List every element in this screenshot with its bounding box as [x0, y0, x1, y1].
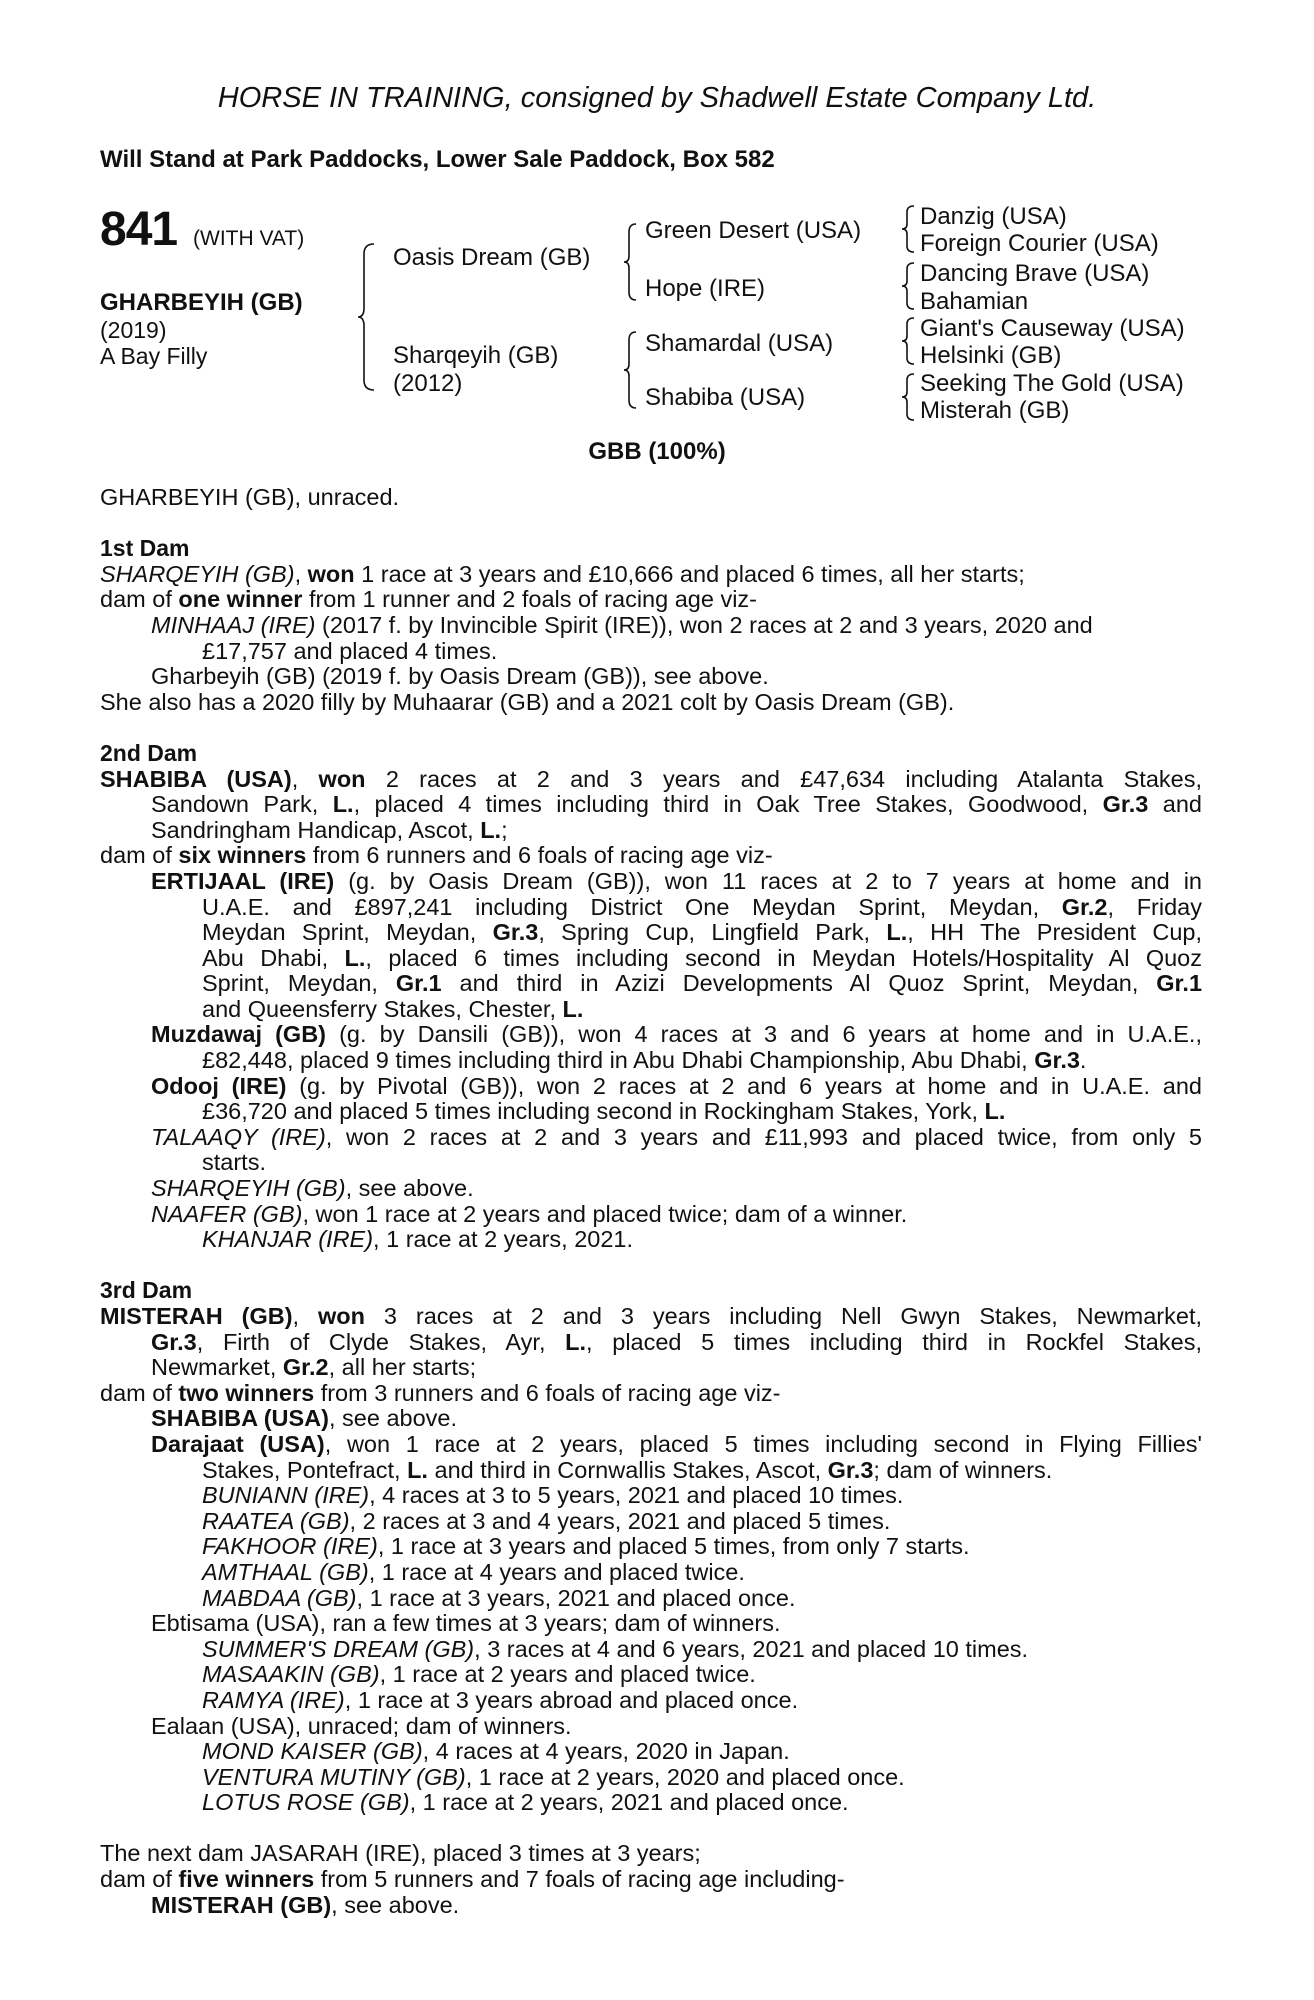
lot-number: 841	[100, 203, 178, 256]
breeding-percentage: GBB (100%)	[588, 438, 726, 465]
third-dam-produce-summary: dam of two winners from 3 runners and 6 foals of racing age viz-	[100, 1379, 781, 1406]
pedigree-bracket-sire	[622, 222, 638, 302]
fakhoor-line: FAKHOOR (IRE), 1 race at 3 years and placed 5 times, from only 7 starts.	[202, 1533, 970, 1560]
second-dam-line-1: SHABIBA (USA), won 2 races at 2 and 3 years and £47,634 including Atalanta Stakes,	[100, 765, 1202, 792]
ebtisama-line: Ebtisama (USA), ran a few times at 3 years; dam of winners.	[151, 1610, 781, 1637]
horse-name: GHARBEYIH (GB)	[100, 289, 303, 316]
vat-note: (WITH VAT)	[193, 227, 305, 250]
third-dam-line-1: MISTERAH (GB), won 3 races at 2 and 3 years including Nell Gwyn Stakes, Newmarket,	[100, 1303, 1202, 1329]
talaaqy-line-2: starts.	[202, 1149, 266, 1176]
buniann-line: BUNIANN (IRE), 4 races at 3 to 5 years, 2021 and placed 10 times.	[202, 1482, 904, 1509]
odooj-line-1: Odooj (IRE) (g. by Pivotal (GB)), won 2 races at 2 and 6 years at home and in U.A.E. and	[151, 1072, 1202, 1099]
mond-kaiser-line: MOND KAISER (GB), 4 races at 4 years, 2020 in Japan.	[202, 1738, 790, 1765]
ealaan-line: Ealaan (USA), unraced; dam of winners.	[151, 1712, 572, 1739]
naafer-line: NAAFER (GB), won 1 race at 2 years and placed twice; dam of a winner.	[151, 1200, 908, 1227]
summers-dream-line: SUMMER'S DREAM (GB), 3 races at 4 and 6 years, 2021 and placed 10 times.	[202, 1635, 1029, 1662]
first-dam-note: She also has a 2020 filly by Muhaarar (GB) and a 2021 colt by Oasis Dream (GB).	[100, 688, 955, 715]
raatea-line: RAATEA (GB), 2 races at 3 and 4 years, 2021 and placed 5 times.	[202, 1507, 891, 1534]
pedigree-dam: Sharqeyih (GB)	[393, 342, 559, 369]
second-dam-line-3: Sandringham Handicap, Ascot, L.;	[151, 816, 508, 843]
ertijaal-line-4: Abu Dhabi, L., placed 6 times including second in Meydan Hotels/Hospitality Al Quoz	[202, 944, 1202, 971]
darajaat-line-2: Stakes, Pontefract, L. and third in Cornwallis Stakes, Ascot, Gr.3; dam of winners.	[202, 1456, 1053, 1483]
pedigree-sire-sire: Green Desert (USA)	[645, 217, 862, 244]
pedigree-bracket-dam	[622, 330, 638, 410]
catalogue-body	[100, 485, 1202, 1918]
muzdawaj-line-2: £82,448, placed 9 times including third in Abu Dhabi Championship, Abu Dhabi, Gr.3.	[202, 1047, 1087, 1074]
pedigree-dam-dam: Shabiba (USA)	[645, 384, 806, 411]
pedigree-g3-1: Danzig (USA)	[920, 203, 1067, 230]
pedigree-bracket-g3-3	[900, 316, 916, 366]
shabiba-ref: SHABIBA (USA), see above.	[151, 1405, 458, 1432]
ertijaal-line-3: Meydan Sprint, Meydan, Gr.3, Spring Cup, Lingfield Park, L., HH The President Cup,	[202, 919, 1203, 946]
pedigree-g3-8: Misterah (GB)	[920, 397, 1070, 424]
horse-year: (2019)	[100, 317, 167, 343]
pedigree-g3-6: Helsinki (GB)	[920, 342, 1062, 369]
muzdawaj-line-1: Muzdawaj (GB) (g. by Dansili (GB)), won 4 races at 3 and 6 years at home and in U.A.E.,	[151, 1021, 1202, 1048]
next-dam-produce-summary: dam of five winners from 5 runners and 7 foals of racing age including-	[100, 1866, 845, 1893]
pedigree-bracket-g3-1	[900, 204, 916, 254]
amthaal-line: AMTHAAL (GB), 1 race at 4 years and placed twice.	[202, 1558, 745, 1585]
first-dam-heading: 1st Dam	[100, 535, 190, 562]
ertijaal-line-6: and Queensferry Stakes, Chester, L.	[202, 995, 584, 1022]
first-dam-foal-1-cont: £17,757 and placed 4 times.	[202, 637, 498, 664]
pedigree-dam-sire: Shamardal (USA)	[645, 330, 834, 357]
first-dam-line: SHARQEYIH (GB), won 1 race at 3 years and £10,666 and placed 6 times, all her starts;	[100, 560, 1025, 587]
pedigree-sire: Oasis Dream (GB)	[393, 244, 591, 271]
ramya-line: RAMYA (IRE), 1 race at 3 years abroad and placed once.	[202, 1686, 799, 1713]
pedigree-dam-year: (2012)	[393, 370, 463, 397]
masaakin-line: MASAAKIN (GB), 1 race at 2 years and placed twice.	[202, 1661, 756, 1688]
pedigree-sire-dam: Hope (IRE)	[645, 275, 766, 302]
ventura-mutiny-line: VENTURA MUTINY (GB), 1 race at 2 years, 2020 and placed once.	[202, 1763, 905, 1790]
pedigree-g3-2: Foreign Courier (USA)	[920, 230, 1159, 257]
second-dam-line-2: Sandown Park, L., placed 4 times including third in Oak Tree Stakes, Goodwood, Gr.3 and	[151, 791, 1202, 818]
second-dam-produce-summary: dam of six winners from 6 runners and 6 foals of racing age viz-	[100, 842, 773, 869]
stand-location: Will Stand at Park Paddocks, Lower Sale Paddock, Box 582	[100, 146, 775, 173]
ertijaal-line-1: ERTIJAAL (IRE) (g. by Oasis Dream (GB)), won 11 races at 2 to 7 years at home and in	[151, 867, 1203, 894]
talaaqy-line-1: TALAAQY (IRE), won 2 races at 2 and 3 years and £11,993 and placed twice, from only 5	[151, 1123, 1202, 1150]
ertijaal-line-5: Sprint, Meydan, Gr.1 and third in Azizi Developments Al Quoz Sprint, Meydan, Gr.1	[202, 970, 1203, 997]
first-dam-foal-2: Gharbeyih (GB) (2019 f. by Oasis Dream (GB)), see above.	[151, 663, 769, 690]
first-dam-produce-summary: dam of one winner from 1 runner and 2 foals of racing age viz-	[100, 586, 757, 613]
lotus-rose-line: LOTUS ROSE (GB), 1 race at 2 years, 2021 and placed once.	[202, 1789, 849, 1816]
odooj-line-2: £36,720 and placed 5 times including second in Rockingham Stakes, York, L.	[202, 1098, 1006, 1125]
pedigree-bracket-g3-2	[900, 261, 916, 311]
ertijaal-line-2: U.A.E. and £897,241 including District One Meydan Sprint, Meydan, Gr.2, Friday	[202, 893, 1202, 920]
pedigree-g3-7: Seeking The Gold (USA)	[920, 370, 1184, 397]
pedigree-g3-4: Bahamian	[920, 288, 1029, 315]
second-dam-heading: 2nd Dam	[100, 739, 198, 766]
third-dam-line-2: Gr.3, Firth of Clyde Stakes, Ayr, L., placed 5 times including third in Rockfel Stakes,	[151, 1328, 1202, 1355]
khanjar-line: KHANJAR (IRE), 1 race at 2 years, 2021.	[202, 1226, 634, 1253]
next-dam-line: The next dam JASARAH (IRE), placed 3 times at 3 years;	[100, 1840, 701, 1867]
first-dam-foal-1: MINHAAJ (IRE) (2017 f. by Invincible Spirit (IRE)), won 2 races at 2 and 3 years, 2020 and	[151, 611, 1093, 638]
pedigree-bracket-g3-4	[900, 372, 916, 422]
third-dam-line-3: Newmarket, Gr.2, all her starts;	[151, 1354, 477, 1381]
consignor-header: HORSE IN TRAINING, consigned by Shadwell Estate Company Ltd.	[217, 82, 1097, 114]
third-dam-heading: 3rd Dam	[100, 1277, 193, 1304]
darajaat-line-1: Darajaat (USA), won 1 race at 2 years, placed 5 times including second in Flying Fillies'	[151, 1430, 1202, 1457]
unraced-note: GHARBEYIH (GB), unraced.	[100, 484, 400, 510]
pedigree-bracket-main	[356, 242, 376, 392]
horse-description: A Bay Filly	[100, 343, 208, 369]
misterah-ref: MISTERAH (GB), see above.	[151, 1891, 460, 1918]
mabdaa-line: MABDAA (GB), 1 race at 3 years, 2021 and placed once.	[202, 1584, 796, 1611]
pedigree-g3-5: Giant's Causeway (USA)	[920, 315, 1185, 342]
pedigree-g3-3: Dancing Brave (USA)	[920, 260, 1150, 287]
sharqeyih-ref: SHARQEYIH (GB), see above.	[151, 1175, 474, 1202]
